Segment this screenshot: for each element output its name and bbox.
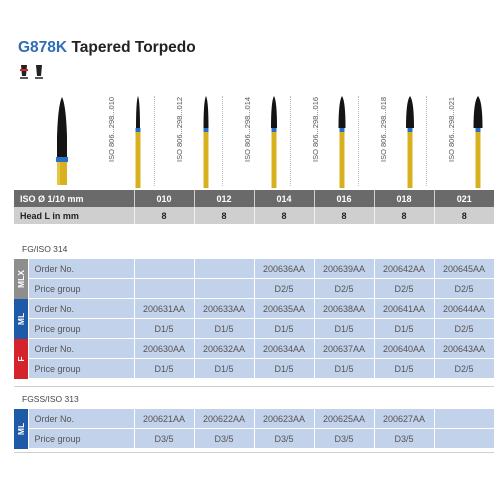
price-group-cell: D2/5 xyxy=(434,279,494,299)
fgss-iso-313-table xyxy=(14,408,495,449)
order-no-cell xyxy=(194,259,254,279)
order-no-label: Order No. xyxy=(28,259,134,279)
order-no-cell: 200637AA xyxy=(314,339,374,359)
iso-value: 010 xyxy=(134,190,194,207)
price-group-cell: D3/5 xyxy=(134,429,194,449)
iso-label: ISO 806...298...021 xyxy=(447,96,456,162)
table-row xyxy=(14,299,494,319)
bur-018-illustration xyxy=(405,96,415,188)
section-label-fg-iso: FG/ISO 314 xyxy=(22,244,68,254)
head-length-value: 8 xyxy=(314,207,374,224)
price-group-cell: D1/5 xyxy=(134,319,194,339)
iso-label: ISO 806...298...014 xyxy=(243,96,252,162)
order-no-cell: 200625AA xyxy=(314,409,374,429)
iso-label: ISO 806...298...010 xyxy=(107,96,116,162)
table-row xyxy=(14,339,494,359)
order-no-label: Order No. xyxy=(28,339,134,359)
order-no-label: Order No. xyxy=(28,299,134,319)
price-group-cell: D1/5 xyxy=(254,319,314,339)
price-group-cell: D1/5 xyxy=(194,319,254,339)
bur-012-illustration xyxy=(201,96,211,188)
grit-tag-mlx: MLX xyxy=(14,259,28,299)
order-no-cell: 200633AA xyxy=(194,299,254,319)
head-length-value: 8 xyxy=(194,207,254,224)
column-divider xyxy=(426,96,427,186)
handpiece-red-ring-icon xyxy=(18,64,30,80)
handpiece-icons xyxy=(18,64,45,80)
order-no-label: Order No. xyxy=(28,409,134,429)
product-code: G878K xyxy=(18,39,68,56)
iso-diameter-label: ISO Ø 1/10 mm xyxy=(14,190,134,207)
price-group-label: Price group xyxy=(28,429,134,449)
head-length-row xyxy=(14,207,494,224)
head-length-value: 8 xyxy=(254,207,314,224)
spec-table xyxy=(14,190,494,224)
order-no-cell: 200639AA xyxy=(314,259,374,279)
price-group-label: Price group xyxy=(28,359,134,379)
table-row xyxy=(14,259,494,279)
grit-tag-ml: ML xyxy=(14,299,28,339)
order-no-cell: 200630AA xyxy=(134,339,194,359)
table-row xyxy=(14,429,494,449)
column-divider xyxy=(222,96,223,186)
column-divider xyxy=(154,96,155,186)
iso-diameter-row xyxy=(14,190,494,207)
iso-value: 016 xyxy=(314,190,374,207)
order-no-cell: 200645AA xyxy=(434,259,494,279)
head-length-label: Head L in mm xyxy=(14,207,134,224)
price-group-cell: D1/5 xyxy=(134,359,194,379)
product-name: Tapered Torpedo xyxy=(71,39,196,56)
order-no-cell: 200643AA xyxy=(434,339,494,359)
product-title xyxy=(18,39,196,57)
section-divider xyxy=(14,452,494,453)
iso-label: ISO 806...298...016 xyxy=(311,96,320,162)
price-group-cell: D1/5 xyxy=(194,359,254,379)
price-group-cell: D1/5 xyxy=(314,359,374,379)
order-no-cell: 200622AA xyxy=(194,409,254,429)
iso-value: 018 xyxy=(374,190,434,207)
price-group-cell: D2/5 xyxy=(434,359,494,379)
price-group-cell: D3/5 xyxy=(374,429,434,449)
order-no-cell: 200632AA xyxy=(194,339,254,359)
price-group-cell: D2/5 xyxy=(254,279,314,299)
price-group-cell: D3/5 xyxy=(314,429,374,449)
price-group-cell: D2/5 xyxy=(374,279,434,299)
bur-014-illustration xyxy=(269,96,279,188)
order-no-cell: 200644AA xyxy=(434,299,494,319)
section-divider xyxy=(14,386,494,387)
head-length-value: 8 xyxy=(134,207,194,224)
order-no-cell: 200642AA xyxy=(374,259,434,279)
column-divider xyxy=(358,96,359,186)
order-no-cell: 200640AA xyxy=(374,339,434,359)
order-no-cell xyxy=(434,409,494,429)
price-group-label: Price group xyxy=(28,279,134,299)
order-no-cell: 200627AA xyxy=(374,409,434,429)
section-label-fgss-iso: FGSS/ISO 313 xyxy=(22,394,79,404)
price-group-label: Price group xyxy=(28,319,134,339)
head-length-value: 8 xyxy=(434,207,494,224)
price-group-cell xyxy=(194,279,254,299)
bur-021-illustration xyxy=(473,96,483,188)
order-no-cell: 200631AA xyxy=(134,299,194,319)
grit-tag-f: F xyxy=(14,339,28,379)
iso-value: 014 xyxy=(254,190,314,207)
price-group-cell: D1/5 xyxy=(374,319,434,339)
large-bur-illustration xyxy=(50,97,74,185)
price-group-cell: D1/5 xyxy=(374,359,434,379)
fg-iso-314-table xyxy=(14,258,495,379)
price-group-cell: D2/5 xyxy=(314,279,374,299)
iso-value: 021 xyxy=(434,190,494,207)
table-row xyxy=(14,409,494,429)
table-row xyxy=(14,319,494,339)
order-no-cell: 200641AA xyxy=(374,299,434,319)
price-group-cell: D2/5 xyxy=(434,319,494,339)
iso-label: ISO 806...298...012 xyxy=(175,96,184,162)
grit-tag-ml: ML xyxy=(14,409,28,449)
order-no-cell xyxy=(134,259,194,279)
iso-label: ISO 806...298...018 xyxy=(379,96,388,162)
order-no-cell: 200638AA xyxy=(314,299,374,319)
iso-value: 012 xyxy=(194,190,254,207)
price-group-cell: D3/5 xyxy=(254,429,314,449)
order-no-cell: 200634AA xyxy=(254,339,314,359)
bur-010-illustration xyxy=(133,96,143,188)
order-no-cell: 200636AA xyxy=(254,259,314,279)
price-group-cell: D1/5 xyxy=(254,359,314,379)
price-group-cell: D1/5 xyxy=(314,319,374,339)
order-no-cell: 200623AA xyxy=(254,409,314,429)
price-group-cell: D3/5 xyxy=(194,429,254,449)
table-row xyxy=(14,279,494,299)
price-group-cell xyxy=(134,279,194,299)
price-group-cell xyxy=(434,429,494,449)
handpiece-icon xyxy=(33,64,45,80)
order-no-cell: 200635AA xyxy=(254,299,314,319)
bur-016-illustration xyxy=(337,96,347,188)
order-no-cell: 200621AA xyxy=(134,409,194,429)
head-length-value: 8 xyxy=(374,207,434,224)
table-row xyxy=(14,359,494,379)
column-divider xyxy=(290,96,291,186)
